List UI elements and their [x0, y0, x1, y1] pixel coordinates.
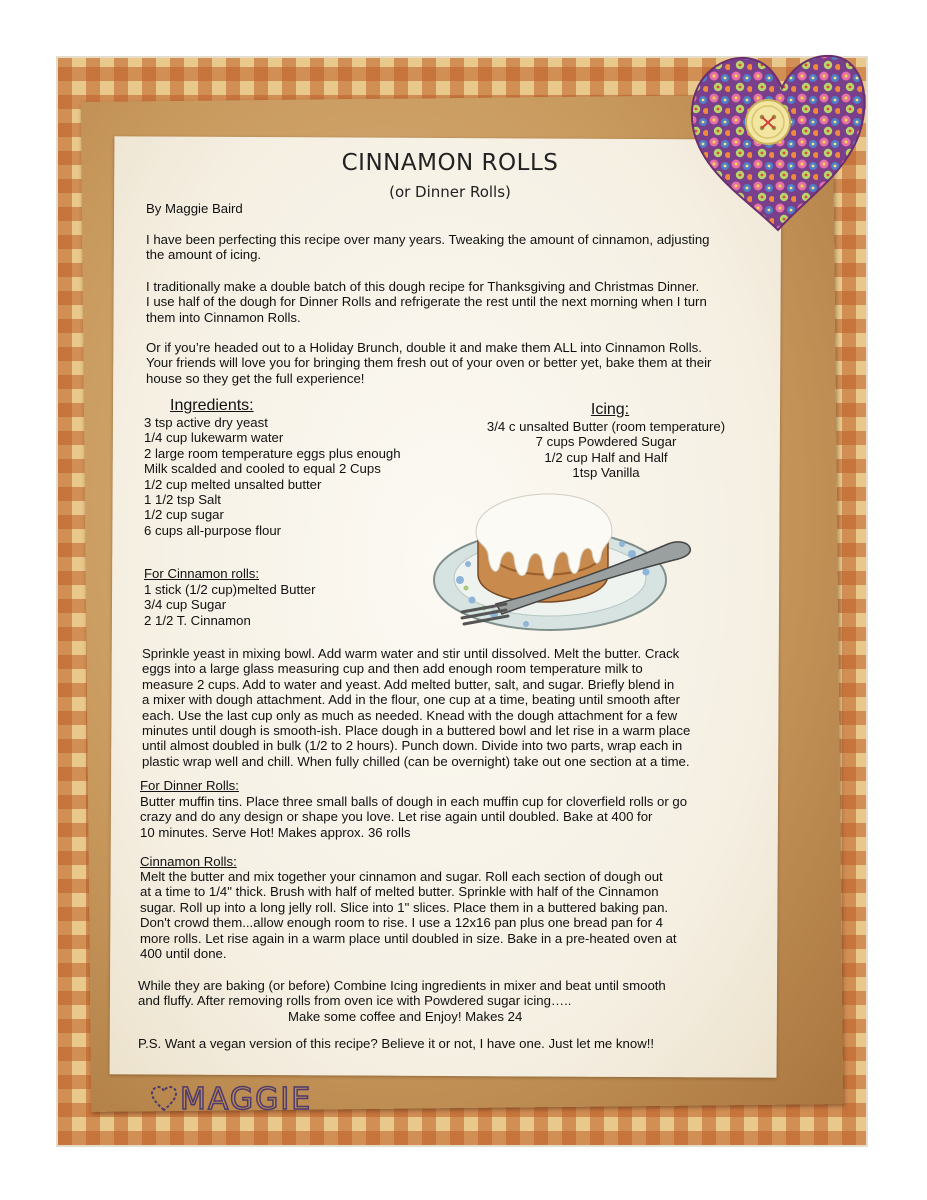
intro-line: I use half of the dough for Dinner Rolls and refrigerate the rest until the next morning when I turn — [146, 294, 707, 310]
icing-item: 1tsp Vanilla — [572, 465, 640, 481]
intro-paragraph-3 — [146, 340, 711, 386]
cinnamon-rolls-line: sugar. Roll up into a long jelly roll. Slice into 1" slices. Place them in a buttered baking pan. — [140, 899, 669, 915]
dinner-rolls-line: 10 minutes. Serve Hot! Makes approx. 36 rolls — [140, 824, 411, 840]
intro-line: the amount of icing. — [146, 247, 262, 263]
author-line: By Maggie Baird — [146, 201, 243, 216]
dinner-rolls-heading: For Dinner Rolls: — [140, 778, 239, 793]
ingredient-item: 2 large room temperature eggs plus enough — [144, 445, 401, 461]
method-paragraph — [142, 646, 690, 769]
cinnamon-rolls-line: Melt the butter and mix together your cinnamon and sugar. Roll each section of dough out — [140, 869, 663, 884]
icing-item: 7 cups Powdered Sugar — [535, 434, 677, 450]
maggie-signature: MAGGIE — [180, 1082, 313, 1117]
ingredients-heading: Ingredients: — [170, 397, 254, 414]
icing-method-line: Make some coffee and Enjoy! Makes 24 — [288, 1008, 523, 1024]
dinner-rolls-line: Butter muffin tins. Place three small balls of dough in each muffin cup for cloverfield rolls or go — [140, 794, 688, 809]
intro-line: Or if you’re headed out to a Holiday Brunch, double it and make them ALL into Cinnamon Rolls. — [146, 340, 702, 355]
ps-note: P.S. Want a vegan version of this recipe? Believe it or not, I have one. Just let me know!! — [138, 1036, 655, 1051]
cinnamon-rolls-line: at a time to 1/4" thick. Brush with half of melted butter. Sprinkle with half of the Cinnamon — [140, 884, 659, 900]
method-line: minutes until dough is smooth-ish. Place dough in a buttered bowl and let rise in a warm place — [142, 723, 691, 739]
ingredient-item: 1 1/2 tsp Salt — [144, 492, 221, 508]
filling-item: 1 stick (1/2 cup)melted Butter — [144, 582, 316, 597]
intro-line: Your friends will love you for bringing them fresh out of your oven or better yet, bake them at their — [146, 355, 712, 371]
icing-method-paragraph — [138, 978, 666, 1024]
cinnamon-rolls-line: Don't crowd them...allow enough room to rise. I use a 12x16 pan plus one bread pan for 4 — [140, 915, 664, 931]
intro-paragraph-2 — [146, 279, 707, 325]
intro-line: them into Cinnamon Rolls. — [146, 309, 301, 325]
dinner-rolls-line: crazy and do any design or shape you love. Let rise again until doubled. Bake at 400 for — [140, 809, 653, 825]
cinnamon-rolls-line: more rolls. Let rise again in a warm place until doubled in size. Bake in a pre-heated oven at — [140, 930, 677, 946]
method-line: eggs into a large glass measuring cup and then add enough room temperature milk to — [142, 661, 643, 677]
method-line: plastic wrap well and chill. When fully chilled (can be overnight) take out one section at a time. — [142, 753, 690, 769]
intro-line: I traditionally make a double batch of this dough recipe for Thanksgiving and Christmas Dinner. — [146, 279, 700, 294]
ingredient-item: 1/4 cup lukewarm water — [144, 430, 284, 446]
cinnamon-roll-plate-icon — [432, 492, 696, 638]
method-line: Sprinkle yeast in mixing bowl. Add warm water and stir until dissolved. Melt the butter. Crack — [142, 646, 680, 661]
icing-method-line: and fluffy. After removing rolls from oven ice with Powdered sugar icing….. — [138, 993, 572, 1009]
intro-line: I have been perfecting this recipe over many years. Tweaking the amount of cinnamon, adjusting — [146, 232, 710, 247]
floral-heart-icon — [686, 48, 870, 238]
icing-item: 3/4 c unsalted Butter (room temperature) — [486, 419, 726, 434]
icing-item: 1/2 cup Half and Half — [544, 449, 668, 465]
ingredient-item: 3 tsp active dry yeast — [144, 415, 268, 430]
method-line: a mixer with dough attachment. Add in the flour, one cup at a time, beating until smooth after — [142, 692, 681, 708]
recipe-subtitle: (or Dinner Rolls) — [389, 183, 511, 201]
intro-line: house so they get the full experience! — [146, 370, 365, 386]
cinnamon-rolls-heading: Cinnamon Rolls: — [140, 854, 237, 869]
ingredient-item: Milk scalded and cooled to equal 2 Cups — [144, 461, 381, 477]
cinnamon-rolls-paragraph — [140, 869, 677, 961]
method-line: until almost doubled in bulk (1/2 to 2 hours). Punch down. Divide into two parts, wrap each in — [142, 738, 683, 754]
ingredient-item: 6 cups all-purpose flour — [144, 522, 282, 538]
ingredients-list — [144, 415, 401, 538]
ingredient-item: 1/2 cup sugar — [144, 507, 224, 523]
stitched-heart-icon — [150, 1086, 178, 1112]
cinnamon-filling-heading: For Cinnamon rolls: — [144, 566, 260, 581]
recipe-title: CINNAMON ROLLS — [341, 150, 559, 176]
dinner-rolls-paragraph — [140, 794, 687, 840]
method-line: measure 2 cups. Add to water and yeast. Add melted butter, salt, and sugar. Briefly blend in — [142, 676, 675, 692]
cinnamon-rolls-line: 400 until done. — [140, 946, 227, 962]
icing-method-line: While they are baking (or before) Combine Icing ingredients in mixer and beat until smooth — [138, 978, 666, 993]
filling-item: 2 1/2 T. Cinnamon — [144, 612, 251, 628]
icing-list — [460, 419, 752, 481]
filling-item: 3/4 cup Sugar — [144, 597, 227, 613]
method-line: each. Use the last cup only as much as needed. Knead with the dough attachment for a few — [142, 707, 678, 723]
icing-heading: Icing: — [590, 401, 630, 418]
cinnamon-filling-list — [144, 582, 316, 628]
intro-paragraph-1 — [146, 232, 709, 263]
ingredient-item: 1/2 cup melted unsalted butter — [144, 476, 322, 492]
